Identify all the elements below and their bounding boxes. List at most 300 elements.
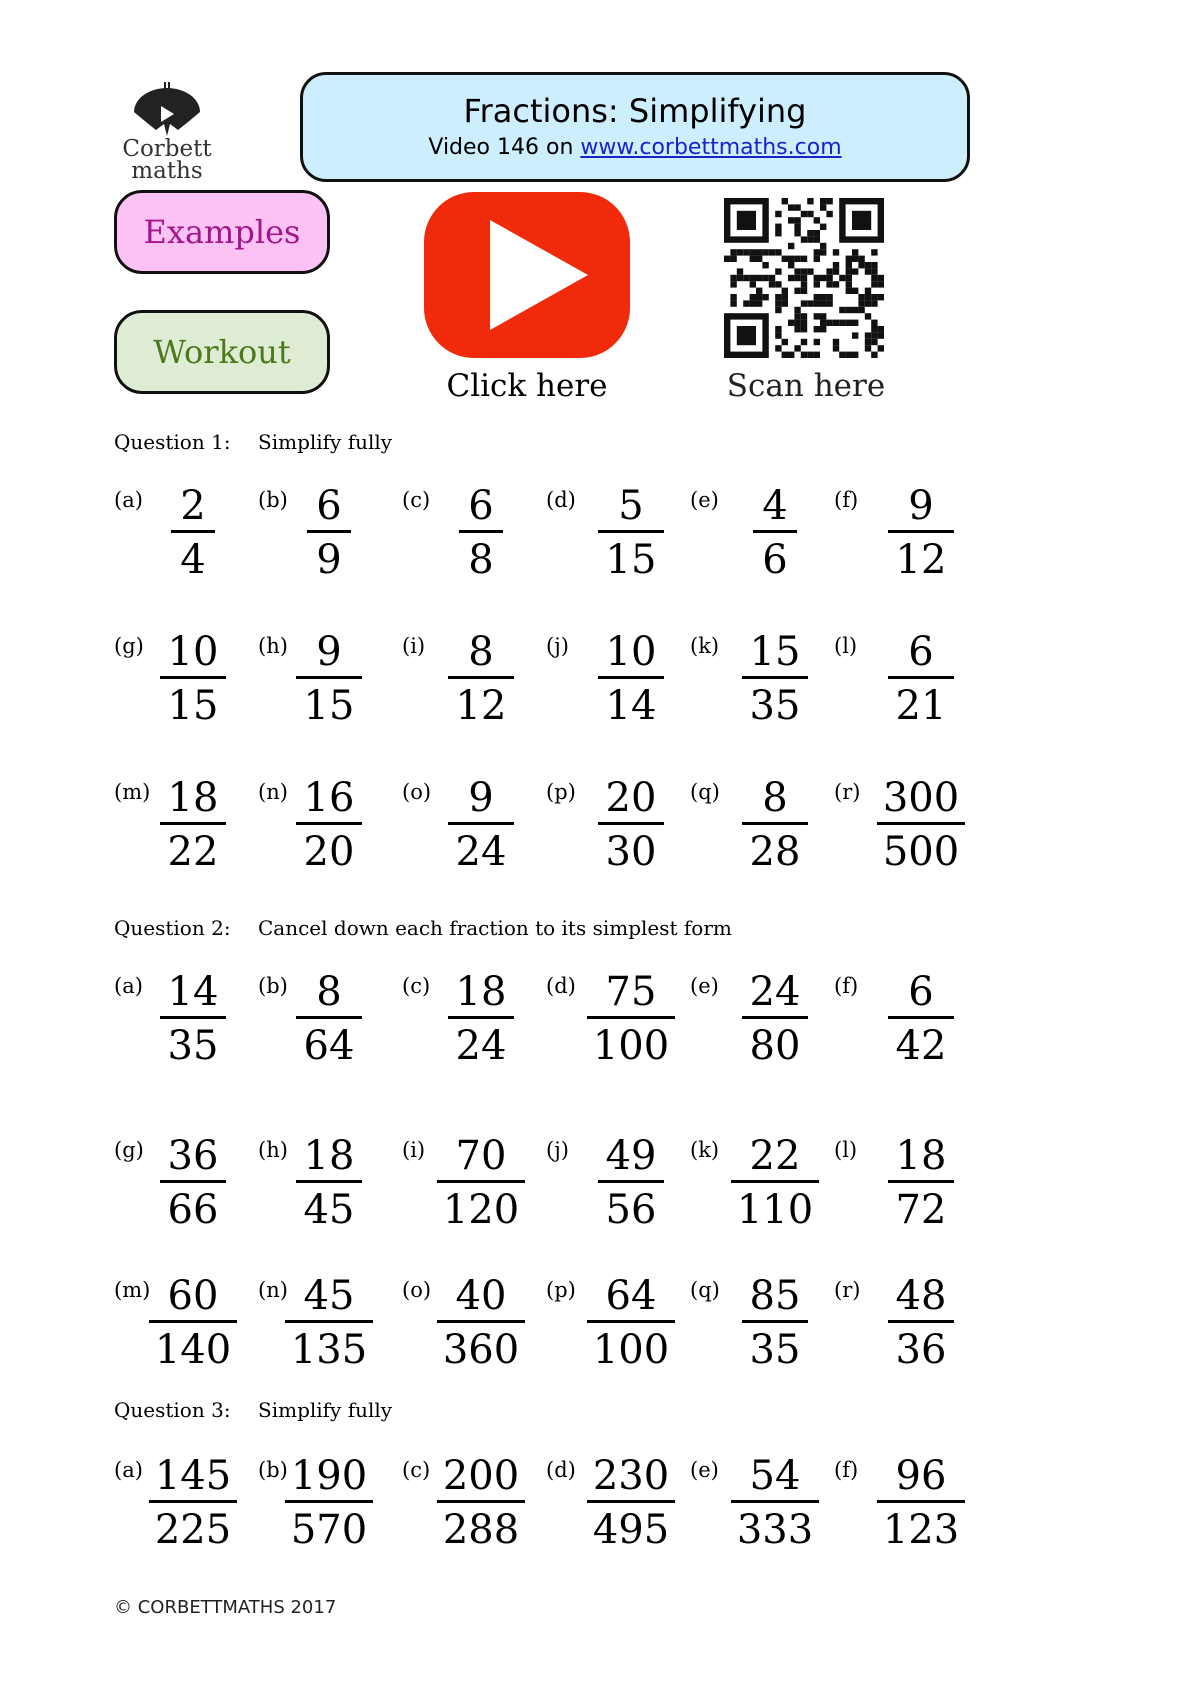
qr-module (801, 281, 807, 287)
qr-module (730, 281, 736, 287)
denominator: 28 (749, 829, 801, 875)
fraction (284, 1132, 374, 1234)
fraction-bar (598, 530, 664, 533)
website-link[interactable]: www.corbettmaths.com (580, 135, 842, 160)
fraction (436, 968, 526, 1070)
qr-module (782, 300, 788, 306)
qr-module (858, 307, 864, 313)
numerator: 9 (908, 483, 934, 529)
numerator: 54 (749, 1453, 801, 1499)
qr-module (762, 249, 768, 255)
examples-button[interactable]: Examples (114, 190, 330, 274)
denominator: 500 (882, 829, 960, 875)
qr-module (814, 352, 820, 358)
qr-module (730, 256, 736, 262)
logo-emblem-icon (112, 82, 222, 140)
qr-module (775, 345, 781, 351)
part-label: (b) (258, 1458, 288, 1482)
qr-module (762, 262, 768, 268)
qr-module (750, 281, 756, 287)
fraction-bar (587, 1500, 675, 1503)
qr-module (807, 268, 813, 274)
qr-module (788, 352, 794, 358)
scan-here-label: Scan here (726, 368, 886, 404)
qr-module (858, 262, 864, 268)
corbettmaths-logo (112, 82, 222, 182)
denominator: 45 (303, 1187, 355, 1233)
fraction (586, 1132, 676, 1234)
numerator: 6 (908, 629, 934, 675)
qr-module (794, 230, 800, 236)
fraction-bar (448, 822, 514, 825)
denominator: 360 (442, 1327, 520, 1373)
qr-module (788, 204, 794, 210)
qr-module (820, 275, 826, 281)
numerator: 2 (180, 483, 206, 529)
fraction (148, 1452, 238, 1554)
qr-module (846, 288, 852, 294)
video-info (303, 135, 967, 161)
denominator: 21 (895, 683, 947, 729)
qr-module (820, 313, 826, 319)
qr-module (756, 294, 762, 300)
qr-module (775, 281, 781, 287)
qr-module (814, 313, 820, 319)
question-instruction: Simplify fully (258, 1398, 393, 1422)
fraction-bar (888, 530, 954, 533)
numerator: 70 (455, 1133, 507, 1179)
qr-module (788, 256, 794, 262)
part-label: (a) (114, 1458, 143, 1482)
qr-module (826, 294, 832, 300)
fraction-bar (296, 822, 362, 825)
denominator: 80 (749, 1023, 801, 1069)
qr-module (794, 326, 800, 332)
qr-module (871, 262, 877, 268)
denominator: 495 (592, 1507, 670, 1553)
fraction-bar (296, 1016, 362, 1019)
part-label: (o) (402, 780, 432, 804)
fraction (876, 968, 966, 1070)
qr-module (756, 300, 762, 306)
qr-module (794, 275, 800, 281)
numerator: 18 (167, 775, 219, 821)
fraction-bar (285, 1320, 373, 1323)
qr-module (730, 249, 736, 255)
part-label: (p) (546, 1278, 576, 1302)
fraction-bar (448, 676, 514, 679)
denominator: 24 (455, 1023, 507, 1069)
qr-module (814, 275, 820, 281)
qr-module (833, 268, 839, 274)
qr-module (814, 236, 820, 242)
qr-module (801, 211, 807, 217)
qr-module (878, 345, 884, 351)
qr-module (846, 320, 852, 326)
numerator: 14 (167, 969, 219, 1015)
numerator: 6 (468, 483, 494, 529)
qr-module (807, 211, 813, 217)
qr-module (756, 288, 762, 294)
qr-module (852, 211, 871, 230)
numerator: 64 (605, 1273, 657, 1319)
fraction (436, 482, 526, 584)
qr-module (820, 326, 826, 332)
denominator: 15 (303, 683, 355, 729)
qr-module (782, 288, 788, 294)
fraction (148, 774, 238, 876)
qr-module (794, 217, 800, 223)
part-label: (a) (114, 974, 143, 998)
qr-module (852, 249, 858, 255)
qr-module (775, 300, 781, 306)
qr-module (858, 300, 864, 306)
qr-module (814, 326, 820, 332)
fraction (436, 1272, 526, 1374)
numerator: 75 (605, 969, 657, 1015)
qr-module (788, 320, 794, 326)
part-label: (o) (402, 1278, 432, 1302)
fraction (730, 968, 820, 1070)
fraction-bar (888, 1320, 954, 1323)
part-label: (g) (114, 1138, 144, 1162)
question-instruction: Cancel down each fraction to its simplest form (258, 916, 732, 940)
part-label: (k) (690, 634, 720, 658)
qr-module (878, 275, 884, 281)
part-label: (k) (690, 1138, 720, 1162)
fraction (436, 774, 526, 876)
qr-module (782, 256, 788, 262)
fraction (876, 774, 966, 876)
denominator: 36 (895, 1327, 947, 1373)
fraction-bar (149, 1500, 237, 1503)
qr-module (737, 326, 756, 345)
denominator: 35 (749, 1327, 801, 1373)
denominator: 100 (592, 1023, 670, 1069)
qr-module (820, 204, 826, 210)
fraction-bar (160, 1016, 226, 1019)
numerator: 6 (316, 483, 342, 529)
qr-module (788, 275, 794, 281)
qr-module (794, 288, 800, 294)
qr-module (865, 332, 871, 338)
qr-module (814, 256, 820, 262)
fraction-bar (598, 676, 664, 679)
fraction-bar (160, 822, 226, 825)
denominator: 110 (736, 1187, 814, 1233)
qr-module (826, 198, 832, 204)
fraction (284, 968, 374, 1070)
fraction-bar (742, 822, 808, 825)
qr-module (756, 275, 762, 281)
question-3-header (114, 1398, 914, 1424)
qr-module (871, 332, 877, 338)
qr-module (852, 352, 858, 358)
fraction (876, 482, 966, 584)
qr-module (820, 300, 826, 306)
numerator: 9 (468, 775, 494, 821)
fraction-bar (888, 676, 954, 679)
fraction (436, 1132, 526, 1234)
numerator: 10 (605, 629, 657, 675)
part-label: (f) (834, 488, 859, 512)
qr-code[interactable] (724, 198, 888, 358)
denominator: 15 (167, 683, 219, 729)
part-label: (f) (834, 974, 859, 998)
fraction (586, 628, 676, 730)
fraction (586, 774, 676, 876)
qr-module (794, 268, 800, 274)
qr-module (794, 320, 800, 326)
qr-module (858, 294, 864, 300)
denominator: 123 (882, 1507, 960, 1553)
fraction (436, 1452, 526, 1554)
qr-module (730, 294, 736, 300)
video-play-button[interactable] (424, 192, 630, 358)
part-label: (c) (402, 974, 431, 998)
qr-module (839, 320, 845, 326)
fraction-bar (437, 1180, 525, 1183)
fraction-bar (459, 530, 503, 533)
part-label: (m) (114, 780, 151, 804)
qr-module (730, 275, 736, 281)
fraction-bar (877, 1500, 965, 1503)
qr-module (878, 281, 884, 287)
qr-module (826, 300, 832, 306)
qr-module (807, 236, 813, 242)
numerator: 8 (316, 969, 342, 1015)
qr-module (878, 326, 884, 332)
denominator: 20 (303, 829, 355, 875)
fraction-bar (160, 676, 226, 679)
qr-module (801, 256, 807, 262)
qr-code-icon (724, 198, 888, 358)
qr-module (775, 326, 781, 332)
fraction-bar (877, 822, 965, 825)
fraction-bar (753, 530, 797, 533)
qr-module (846, 352, 852, 358)
numerator: 60 (167, 1273, 219, 1319)
numerator: 36 (167, 1133, 219, 1179)
qr-module (820, 198, 826, 204)
part-label: (r) (834, 780, 861, 804)
part-label: (n) (258, 780, 288, 804)
denominator: 12 (895, 537, 947, 583)
qr-module (858, 256, 864, 262)
question-number: Question 1: (114, 430, 231, 454)
fraction-bar (888, 1180, 954, 1183)
qr-module (871, 281, 877, 287)
denominator: 35 (167, 1023, 219, 1069)
qr-module (846, 268, 852, 274)
qr-module (826, 211, 832, 217)
qr-module (871, 339, 877, 345)
part-label: (b) (258, 488, 288, 512)
numerator: 4 (762, 483, 788, 529)
click-here-label[interactable]: Click here (446, 368, 608, 404)
part-label: (i) (402, 1138, 426, 1162)
fraction (284, 774, 374, 876)
logo-text-line1: Corbett (122, 136, 212, 162)
qr-module (871, 326, 877, 332)
qr-module (801, 313, 807, 319)
part-label: (l) (834, 634, 858, 658)
fraction-bar (731, 1180, 819, 1183)
denominator: 225 (154, 1507, 232, 1553)
qr-module (865, 345, 871, 351)
part-label: (j) (546, 634, 569, 658)
numerator: 10 (167, 629, 219, 675)
denominator: 72 (895, 1187, 947, 1233)
denominator: 56 (605, 1187, 657, 1233)
qr-module (814, 230, 820, 236)
qr-module (750, 294, 756, 300)
qr-module (788, 217, 794, 223)
qr-module (730, 300, 736, 306)
qr-module (839, 275, 845, 281)
workout-button[interactable]: Workout (114, 310, 330, 394)
qr-module (871, 320, 877, 326)
fraction-bar (437, 1500, 525, 1503)
qr-module (807, 198, 813, 204)
part-label: (f) (834, 1458, 859, 1482)
qr-module (775, 224, 781, 230)
qr-module (852, 288, 858, 294)
qr-module (820, 294, 826, 300)
question-2-header (114, 916, 914, 942)
qr-module (865, 339, 871, 345)
qr-module (878, 332, 884, 338)
fraction (586, 1272, 676, 1374)
part-label: (b) (258, 974, 288, 998)
qr-module (801, 339, 807, 345)
fraction-bar (437, 1320, 525, 1323)
part-label: (e) (690, 1458, 719, 1482)
denominator: 570 (290, 1507, 368, 1553)
qr-module (743, 249, 749, 255)
fraction-bar (742, 1016, 808, 1019)
part-label: (e) (690, 974, 719, 998)
numerator: 85 (749, 1273, 801, 1319)
qr-module (852, 307, 858, 313)
qr-module (814, 281, 820, 287)
qr-module (737, 249, 743, 255)
part-label: (q) (690, 780, 720, 804)
denominator: 35 (749, 683, 801, 729)
qr-module (775, 268, 781, 274)
fraction (284, 482, 374, 584)
denominator: 100 (592, 1327, 670, 1373)
question-number: Question 2: (114, 916, 231, 940)
denominator: 30 (605, 829, 657, 875)
qr-module (833, 320, 839, 326)
fraction (876, 1132, 966, 1234)
fraction (148, 1272, 238, 1374)
question-1-header (114, 430, 914, 456)
denominator: 4 (180, 537, 206, 583)
qr-module (775, 249, 781, 255)
fraction (730, 774, 820, 876)
qr-module (737, 268, 743, 274)
fraction-bar (598, 1180, 664, 1183)
fraction-bar (296, 1180, 362, 1183)
numerator: 145 (154, 1453, 232, 1499)
fraction-bar (587, 1320, 675, 1323)
qr-module (801, 320, 807, 326)
fraction-bar (296, 676, 362, 679)
part-label: (c) (402, 488, 431, 512)
qr-module (833, 262, 839, 268)
qr-module (750, 300, 756, 306)
qr-module (846, 275, 852, 281)
numerator: 9 (316, 629, 342, 675)
fraction-bar (742, 1320, 808, 1323)
qr-module (743, 300, 749, 306)
qr-module (801, 268, 807, 274)
part-label: (e) (690, 488, 719, 512)
qr-module (743, 275, 749, 281)
qr-module (833, 339, 839, 345)
qr-module (814, 300, 820, 306)
copyright-footer: © CORBETTMATHS 2017 (114, 1597, 337, 1618)
fraction (284, 1272, 374, 1374)
fraction (436, 628, 526, 730)
qr-module (814, 339, 820, 345)
qr-module (865, 268, 871, 274)
part-label: (r) (834, 1278, 861, 1302)
part-label: (h) (258, 634, 288, 658)
denominator: 22 (167, 829, 219, 875)
play-icon (424, 192, 630, 358)
qr-module (737, 275, 743, 281)
numerator: 300 (882, 775, 960, 821)
fraction-bar (307, 530, 351, 533)
numerator: 16 (303, 775, 355, 821)
qr-module (852, 332, 858, 338)
fraction (730, 482, 820, 584)
part-label: (g) (114, 634, 144, 658)
qr-module (814, 294, 820, 300)
qr-module (775, 307, 781, 313)
fraction (876, 1272, 966, 1374)
qr-module (839, 352, 845, 358)
qr-module (852, 320, 858, 326)
qr-module (794, 224, 800, 230)
title-box (300, 72, 970, 182)
part-label: (n) (258, 1278, 288, 1302)
numerator: 200 (442, 1453, 520, 1499)
qr-module (775, 332, 781, 338)
qr-module (807, 300, 813, 306)
denominator: 14 (605, 683, 657, 729)
qr-module (852, 256, 858, 262)
fraction (586, 1452, 676, 1554)
numerator: 5 (618, 483, 644, 529)
qr-module (820, 224, 826, 230)
qr-module (782, 339, 788, 345)
qr-module (852, 268, 858, 274)
fraction-bar (149, 1320, 237, 1323)
denominator: 333 (736, 1507, 814, 1553)
qr-module (807, 352, 813, 358)
fraction (148, 628, 238, 730)
qr-module (865, 262, 871, 268)
numerator: 18 (303, 1133, 355, 1179)
numerator: 8 (762, 775, 788, 821)
qr-module (769, 275, 775, 281)
numerator: 230 (592, 1453, 670, 1499)
fraction (284, 628, 374, 730)
